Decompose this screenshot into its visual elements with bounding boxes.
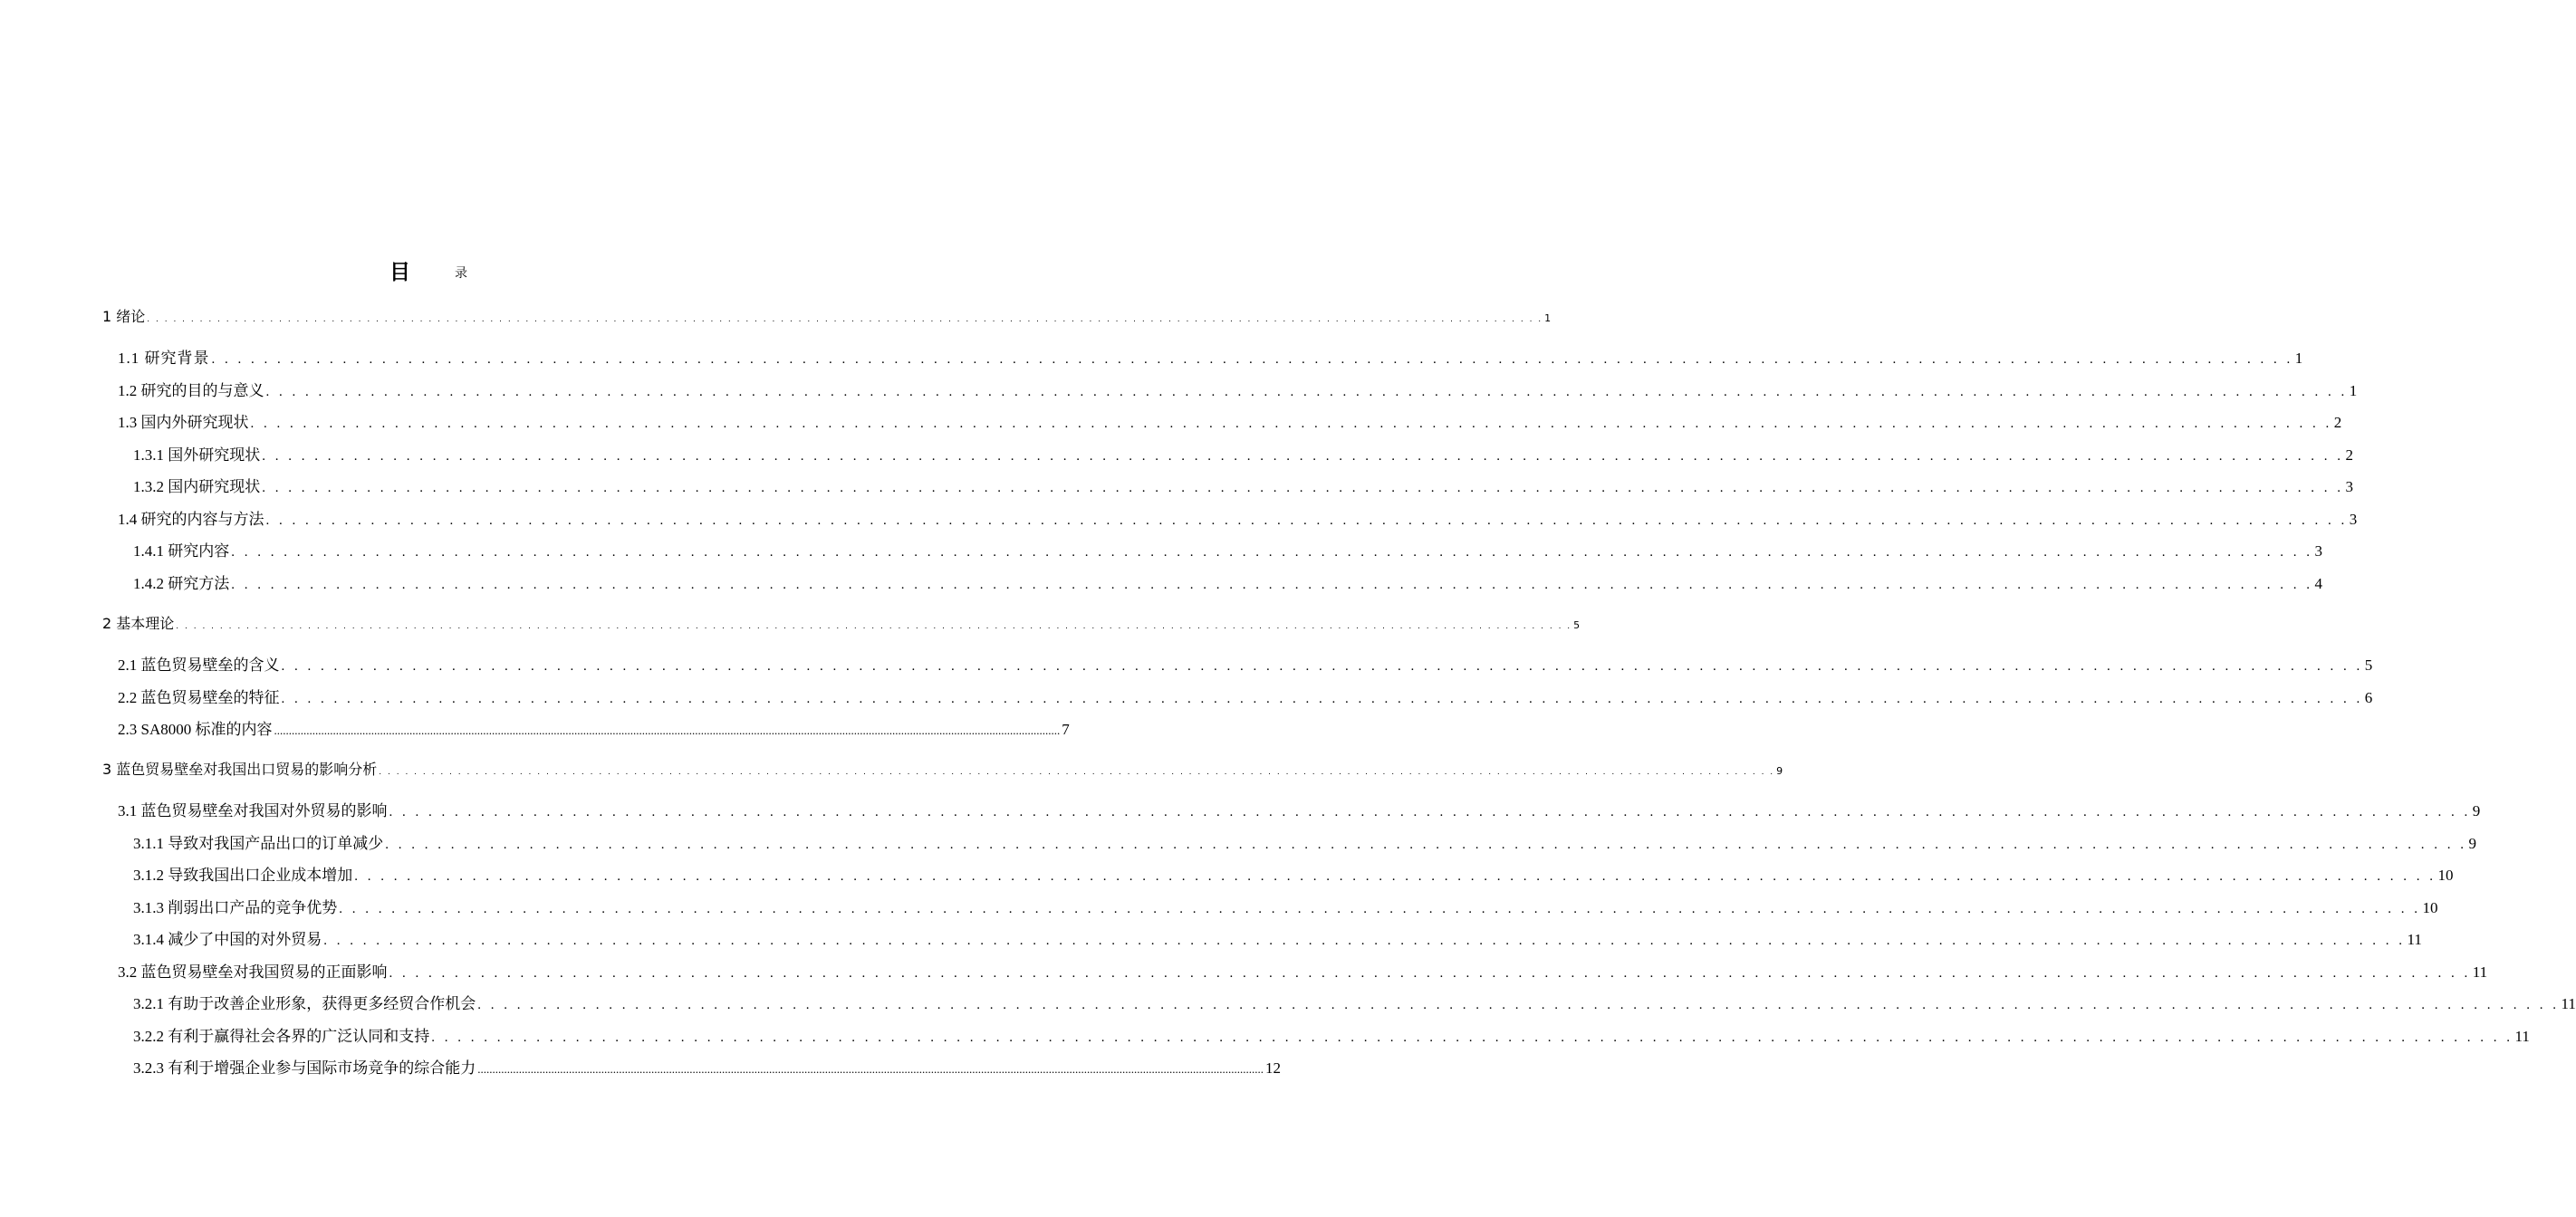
- toc-label: 3.1 蓝色贸易壁垒对我国对外贸易的影响: [118, 802, 388, 819]
- toc-entry-1-3-2[interactable]: [133, 474, 2353, 496]
- toc-page-number: 5: [1573, 619, 1581, 631]
- toc-leader: . . . . . . . . . . . . . . . . . . . . . . . . . . . . . . . . . . . . . . . . . . . . . . . . . . . . . . . . . . . . . . . . . . . . . . . . . . . . . . . . . . . . . . . . . . . . . . . . . . . . . . . . . . . . . . . . . . . . . . . . . . . . . . . . . . . . . . . . . . . . . . . . . . . . . . . . . . . . . . .: [265, 513, 2348, 528]
- toc-leader: . . . . . . . . . . . . . . . . . . . . . . . . . . . . . . . . . . . . . . . . . . . . . . . . . . . . . . . . . . . . . . . . . . . . . . . . . . . . . . . . . . . . . . . . . . . . . . . . . . . . . . . . . . . . . . . . . . . . . . . . . . . . . . . . . . . . . . . . . . . . . . . . . . . . . . . . . . . . . . .: [379, 768, 1775, 777]
- toc-entry-1-3-1[interactable]: [133, 442, 2353, 465]
- toc-leader: . . . . . . . . . . . . . . . . . . . . . . . . . . . . . . . . . . . . . . . . . . . . . . . . . . . . . . . . . . . . . . . . . . . . . . . . . . . . . . . . . . . . . . . . . . . . . . . . . . . . . . . . . . . . . . . . . . . . . . . . . . . . . . . . . . . . . . . . . . . . . . . . . . . . . . . . . . . . . . .: [477, 998, 2560, 1012]
- toc-entry-3-2-1[interactable]: [133, 991, 2576, 1013]
- toc-title-main: 目: [389, 261, 410, 284]
- toc-leader: . . . . . . . . . . . . . . . . . . . . . . . . . . . . . . . . . . . . . . . . . . . . . . . . . . . . . . . . . . . . . . . . . . . . . . . . . . . . . . . . . . . . . . . . . . . . . . . . . . . . . . . . . . . . . . . . . . . . . . . . . . . . . . . . . . . . . . . . . . . . . . . . . . . . . . . . . . . . . . .: [339, 902, 2421, 916]
- toc-label: 1.2 研究的目的与意义: [118, 382, 264, 399]
- toc-page-number: 4: [2314, 575, 2322, 592]
- toc-entry-3-1-1[interactable]: [133, 830, 2476, 853]
- toc-page-number: 11: [2472, 963, 2488, 981]
- toc-label: 2 基本理论: [102, 615, 175, 632]
- toc-leader: . . . . . . . . . . . . . . . . . . . . . . . . . . . . . . . . . . . . . . . . . . . . . . . . . . . . . . . . . . . . . . . . . . . . . . . . . . . . . . . . . . . . . . . . . . . . . . . . . . . . . . . . . . . . . . . . . . . . . . . . . . . . . . . . . . . . . . . . . . . . . . . . . . . . . . . . . . . . . . .: [281, 659, 2363, 674]
- toc-label: 2.2 蓝色贸易壁垒的特征: [118, 689, 280, 706]
- toc-leader: . . . . . . . . . . . . . . . . . . . . . . . . . . . . . . . . . . . . . . . . . . . . . . . . . . . . . . . . . . . . . . . . . . . . . . . . . . . . . . . . . . . . . . . . . . . . . . . . . . . . . . . . . . . . . . . . . . . . . . . . . . . . . . . . . . . . . . . . . . . . . . . . . . . . . . . . . . . . . . .: [385, 838, 2467, 852]
- toc-leader: . . . . . . . . . . . . . . . . . . . . . . . . . . . . . . . . . . . . . . . . . . . . . . . . . . . . . . . . . . . . . . . . . . . . . . . . . . . . . . . . . . . . . . . . . . . . . . . . . . . . . . . . . . . . . . . . . . . . . . . . . . . . . . . . . . . . . . . . . . . . . . . . . . . . . . . . . . . . . . .: [231, 578, 2313, 592]
- toc-leader: . . . . . . . . . . . . . . . . . . . . . . . . . . . . . . . . . . . . . . . . . . . . . . . . . . . . . . . . . . . . . . . . . . . . . . . . . . . . . . . . . . . . . . . . . . . . . . . . . . . . . . . . . . . . . . . . . . . . . . . . . . . . . . . . . . . . . . . . . . . . . . . . . . . . . . . . . . . . . . .: [250, 417, 2332, 431]
- toc-page-number: 9: [2472, 802, 2481, 819]
- toc-leader: . . . . . . . . . . . . . . . . . . . . . . . . . . . . . . . . . . . . . . . . . . . . . . . . . . . . . . . . . . . . . . . . . . . . . . . . . . . . . . . . . . . . . . . . . . . . . . . . . . . . . . . . . . . . . . . . . . . . . . . . . . . . . . . . . . . . . . . . . . . . . . . . . . . . . . . . . . . . . . .: [176, 622, 1572, 631]
- toc-page-number: 3: [2314, 542, 2322, 560]
- toc-page-number: 9: [2468, 835, 2476, 852]
- toc-entry-1-3[interactable]: [118, 409, 2342, 432]
- toc-title: [0, 255, 860, 286]
- toc-label: 1.4 研究的内容与方法: [118, 511, 264, 528]
- toc-entry-1-4[interactable]: [118, 506, 2358, 529]
- toc-page-number: 11: [2561, 995, 2576, 1012]
- toc-label: 1.4.1 研究内容: [133, 542, 230, 560]
- toc-entry-2-1[interactable]: [118, 652, 2373, 675]
- toc-label: 3.1.3 削弱出口产品的竞争优势: [133, 899, 338, 916]
- toc-label: 3 蓝色贸易壁垒对我国出口贸易的影响分析: [102, 761, 378, 778]
- toc-entry-3-1-4[interactable]: [133, 926, 2422, 949]
- toc-label: 3.2.3 有利于增强企业参与国际市场竞争的综合能力: [133, 1059, 476, 1077]
- toc-label: 1.3 国内外研究现状: [118, 414, 249, 431]
- toc-label: 2.3 SA8000 标准的内容: [118, 721, 273, 738]
- toc-entry-3-2-3[interactable]: [133, 1055, 1281, 1078]
- toc-page-number: 1: [2349, 382, 2358, 399]
- toc-label: 3.2.2 有利于赢得社会各界的广泛认同和支持: [133, 1028, 430, 1045]
- toc-page-number: 11: [2407, 931, 2422, 948]
- toc-leader: . . . . . . . . . . . . . . . . . . . . . . . . . . . . . . . . . . . . . . . . . . . . . . . . . . . . . . . . . . . . . . . . . . . . . . . . . . . . . . . . . . . . . . . . . . . . . . . . . . . . . . . . . . . . . . . . . . . . . . . . . . . . . . . . . . . . . . . . . . . . . . . . . . . . . . . . . . . . . . .: [389, 805, 2471, 819]
- toc-entry-2-3[interactable]: [118, 716, 1070, 739]
- toc-page-number: 11: [2514, 1028, 2530, 1045]
- toc-label: 2.1 蓝色贸易壁垒的含义: [118, 656, 280, 674]
- toc-label: 1 绪论: [102, 308, 146, 325]
- toc-label: 1.4.2 研究方法: [133, 575, 230, 592]
- toc-leader: . . . . . . . . . . . . . . . . . . . . . . . . . . . . . . . . . . . . . . . . . . . . . . . . . . . . . . . . . . . . . . . . . . . . . . . . . . . . . . . . . . . . . . . . . . . . . . . . . . . . . . . . . . . . . . . . . . . . . . . . . . . . . . . . . . . . . . . . . . . . . . . . . . . . . . . . . . . . . . .: [262, 449, 2344, 464]
- toc-entry-1-4-1[interactable]: [133, 538, 2322, 561]
- toc-label: 3.1.1 导致对我国产品出口的订单减少: [133, 835, 384, 852]
- toc-label: 3.1.2 导致我国出口企业成本增加: [133, 867, 353, 884]
- toc-entry-1-2[interactable]: [118, 378, 2358, 400]
- toc-leader: . . . . . . . . . . . . . . . . . . . . . . . . . . . . . . . . . . . . . . . . . . . . . . . . . . . . . . . . . . . . . . . . . . . . . . . . . . . . . . . . . . . . . . . . . . . . . . . . . . . . . . . . . . . . . . . . . . . . . . . . . . . . . . . . . . . . . . . . . . . . . . . . . . . . . . . . . . . . . . .: [354, 869, 2437, 884]
- toc-entry-1-4-2[interactable]: [133, 570, 2322, 593]
- toc-entry-3[interactable]: [102, 758, 1783, 779]
- toc-leader: ...........................................................................................................................................................................................................................................................................: [477, 1062, 1264, 1076]
- toc-page-number: 10: [2437, 867, 2454, 884]
- toc-entry-2-2[interactable]: [118, 685, 2373, 707]
- toc-label: 1.3.2 国内研究现状: [133, 478, 261, 495]
- toc-leader: . . . . . . . . . . . . . . . . . . . . . . . . . . . . . . . . . . . . . . . . . . . . . . . . . . . . . . . . . . . . . . . . . . . . . . . . . . . . . . . . . . . . . . . . . . . . . . . . . . . . . . . . . . . . . . . . . . . . . . . . . . . . . . . . . . . . . . . . . . . . . . . . . . . . . . . . . . . . . . .: [323, 934, 2406, 948]
- toc-entry-3-1[interactable]: [118, 798, 2481, 820]
- toc-entry-3-1-2[interactable]: [133, 862, 2454, 885]
- toc-entry-3-2[interactable]: [118, 959, 2488, 982]
- toc-page-number: 5: [2364, 656, 2373, 674]
- toc-title-sub: 录: [455, 266, 467, 281]
- toc-entry-1[interactable]: [102, 305, 1552, 326]
- toc-page-number: 3: [2345, 478, 2353, 495]
- toc-leader: . . . . . . . . . . . . . . . . . . . . . . . . . . . . . . . . . . . . . . . . . . . . . . . . . . . . . . . . . . . . . . . . . . . . . . . . . . . . . . . . . . . . . . . . . . . . . . . . . . . . . . . . . . . . . . . . . . . . . . . . . . . . . . . . . . . . . . . . . . . . . . . . . . . . . . . . . . . . . . .: [262, 481, 2344, 495]
- toc-leader: . . . . . . . . . . . . . . . . . . . . . . . . . . . . . . . . . . . . . . . . . . . . . . . . . . . . . . . . . . . . . . . . . . . . . . . . . . . . . . . . . . . . . . . . . . . . . . . . . . . . . . . . . . . . . . . . . . . . . . . . . . . . . . . . . . . . . . . . . . . . . . . . . . . . . . . . . . . . . . .: [147, 315, 1543, 324]
- toc-label: 3.2.1 有助于改善企业形象，获得更多经贸合作机会: [133, 995, 476, 1012]
- toc-entry-1-1[interactable]: [118, 345, 2303, 368]
- toc-label: 1.3.1 国外研究现状: [133, 446, 261, 464]
- toc-label: 3.1.4 减少了中国的对外贸易: [133, 931, 322, 948]
- toc-page-number: 9: [1776, 765, 1783, 777]
- toc-page-number: 7: [1062, 721, 1070, 738]
- toc-page-number: 2: [2333, 414, 2342, 431]
- toc-page-number: 1: [1544, 312, 1552, 324]
- toc-leader: . . . . . . . . . . . . . . . . . . . . . . . . . . . . . . . . . . . . . . . . . . . . . . . . . . . . . . . . . . . . . . . . . . . . . . . . . . . . . . . . . . . . . . . . . . . . . . . . . . . . . . . . . . . . . . . . . . . . . . . . . . . . . . . . . . . . . . . . . . . . . . . . . . . . . . . . . . . . . . .: [211, 352, 2293, 367]
- toc-page-number: 2: [2345, 446, 2353, 464]
- toc-leader: . . . . . . . . . . . . . . . . . . . . . . . . . . . . . . . . . . . . . . . . . . . . . . . . . . . . . . . . . . . . . . . . . . . . . . . . . . . . . . . . . . . . . . . . . . . . . . . . . . . . . . . . . . . . . . . . . . . . . . . . . . . . . . . . . . . . . . . . . . . . . . . . . . . . . . . . . . . . . . .: [265, 385, 2348, 399]
- toc-page-number: 10: [2422, 899, 2438, 916]
- toc-leader: . . . . . . . . . . . . . . . . . . . . . . . . . . . . . . . . . . . . . . . . . . . . . . . . . . . . . . . . . . . . . . . . . . . . . . . . . . . . . . . . . . . . . . . . . . . . . . . . . . . . . . . . . . . . . . . . . . . . . . . . . . . . . . . . . . . . . . . . . . . . . . . . . . . . . . . . . . . . . . .: [431, 1030, 2514, 1045]
- toc-leader: . . . . . . . . . . . . . . . . . . . . . . . . . . . . . . . . . . . . . . . . . . . . . . . . . . . . . . . . . . . . . . . . . . . . . . . . . . . . . . . . . . . . . . . . . . . . . . . . . . . . . . . . . . . . . . . . . . . . . . . . . . . . . . . . . . . . . . . . . . . . . . . . . . . . . . . . . . . . . . .: [231, 545, 2313, 560]
- toc-leader: ...........................................................................................................................................................................................................................................................................: [274, 723, 1061, 737]
- toc-page-number: 12: [1265, 1059, 1281, 1077]
- toc-page-number: 6: [2364, 689, 2373, 706]
- toc-leader: . . . . . . . . . . . . . . . . . . . . . . . . . . . . . . . . . . . . . . . . . . . . . . . . . . . . . . . . . . . . . . . . . . . . . . . . . . . . . . . . . . . . . . . . . . . . . . . . . . . . . . . . . . . . . . . . . . . . . . . . . . . . . . . . . . . . . . . . . . . . . . . . . . . . . . . . . . . . . . .: [281, 692, 2363, 706]
- toc-label: 3.2 蓝色贸易壁垒对我国贸易的正面影响: [118, 963, 388, 981]
- toc-label: 1.1 研究背景: [118, 350, 210, 367]
- toc-page-number: 3: [2349, 511, 2358, 528]
- toc-page-number: 1: [2294, 350, 2303, 367]
- toc-leader: . . . . . . . . . . . . . . . . . . . . . . . . . . . . . . . . . . . . . . . . . . . . . . . . . . . . . . . . . . . . . . . . . . . . . . . . . . . . . . . . . . . . . . . . . . . . . . . . . . . . . . . . . . . . . . . . . . . . . . . . . . . . . . . . . . . . . . . . . . . . . . . . . . . . . . . . . . . . . . .: [389, 966, 2471, 981]
- toc-entry-2[interactable]: [102, 612, 1581, 633]
- toc-entry-3-2-2[interactable]: [133, 1023, 2530, 1046]
- toc-entry-3-1-3[interactable]: [133, 895, 2438, 917]
